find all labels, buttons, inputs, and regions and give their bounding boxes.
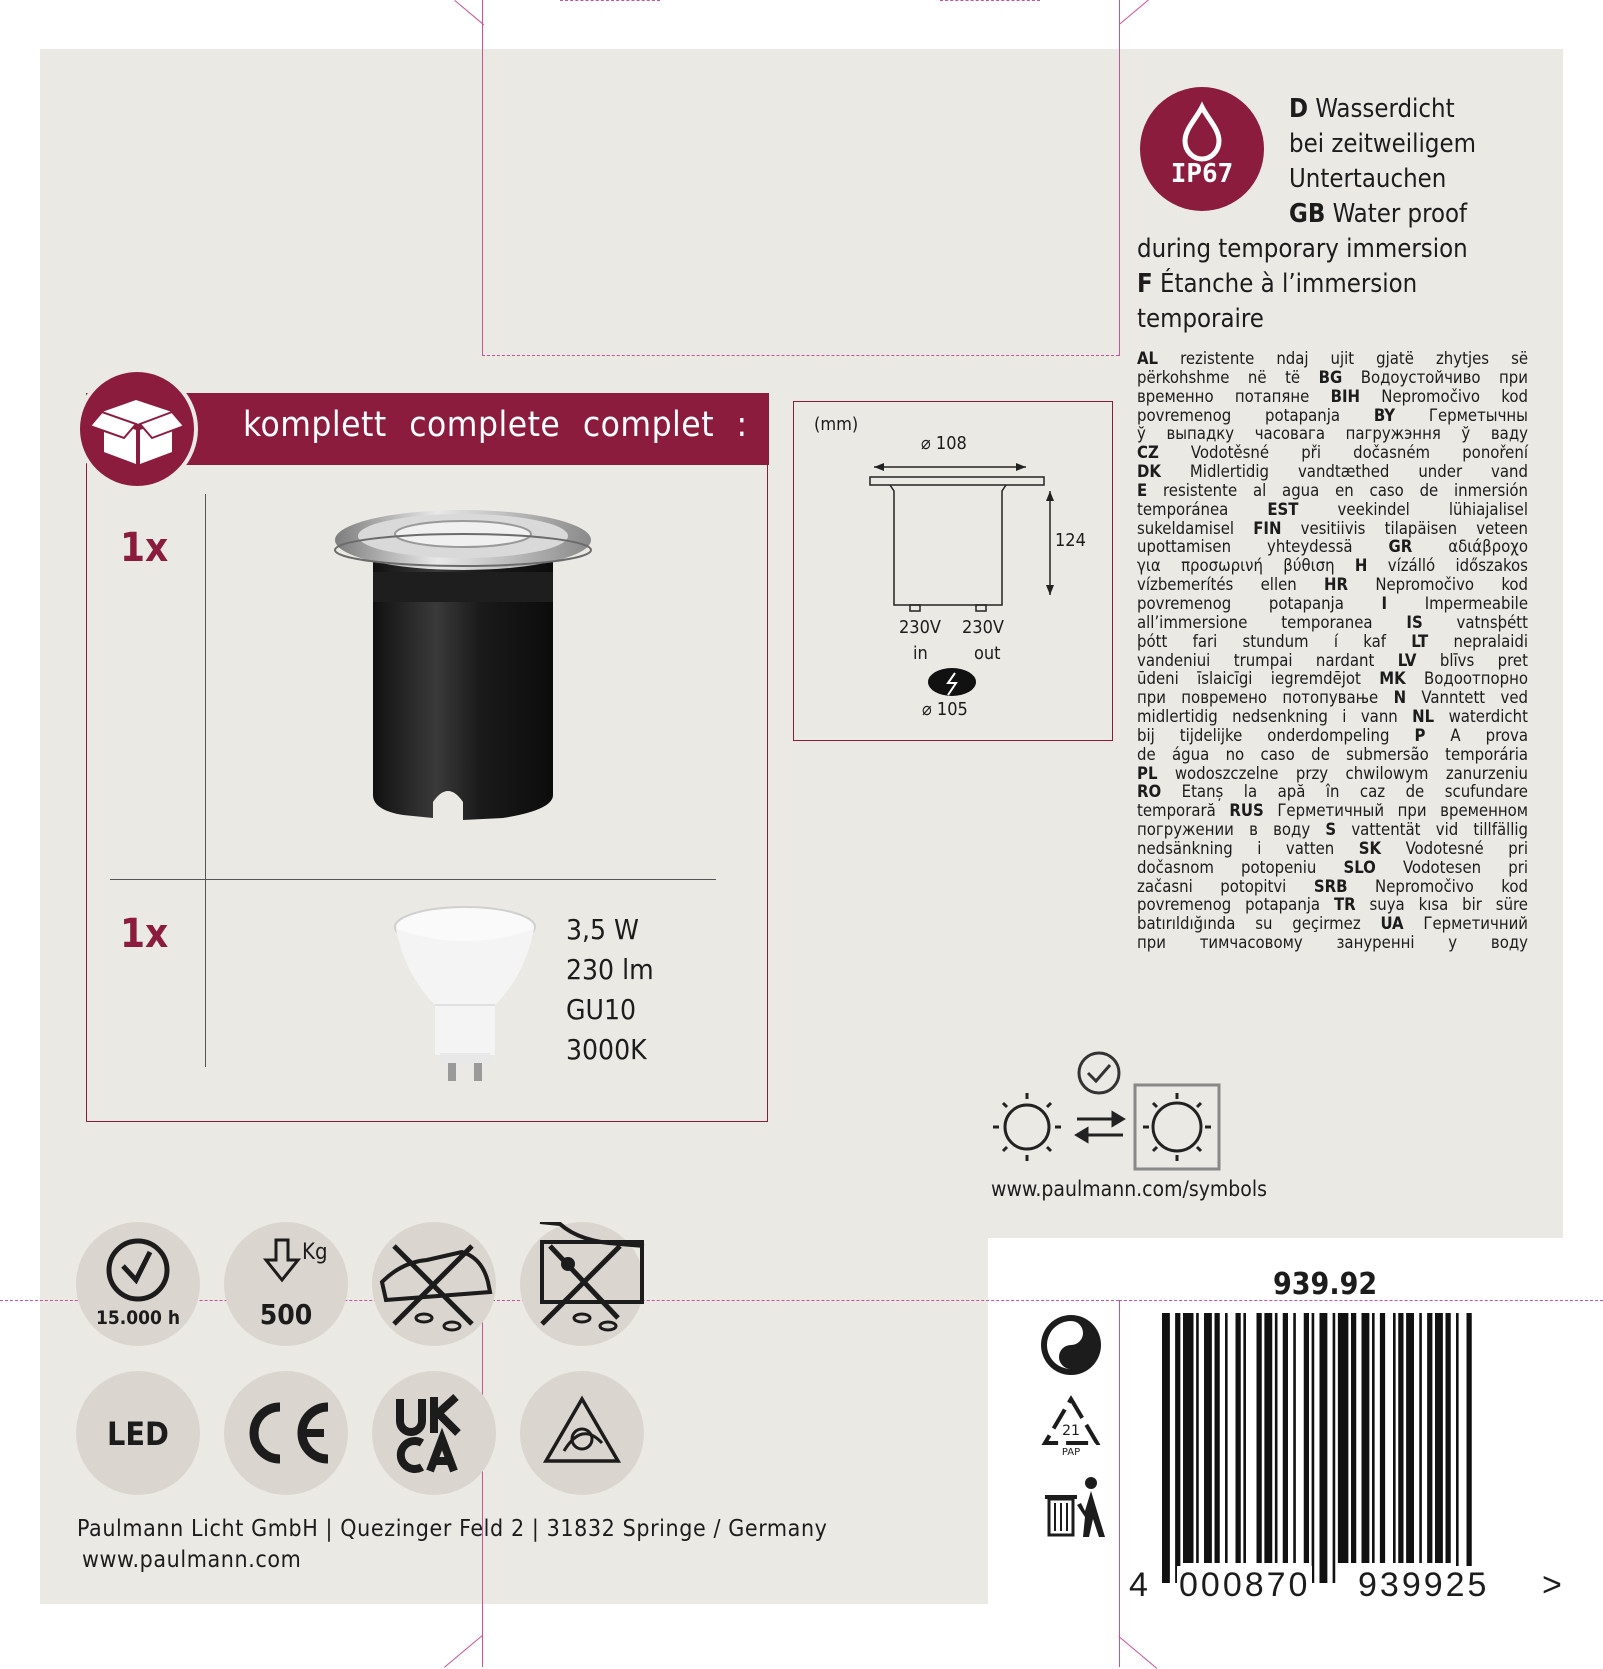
fold-line [560,0,660,1]
ukca-mark-icon [372,1371,496,1495]
barcode-bar [1162,1313,1170,1583]
lifetime-hours: 15.000 h [95,1307,181,1329]
language-line: povremenog potapanja BY Герметычны [1137,405,1528,425]
barcode-bar [1264,1313,1272,1563]
barcode-bar [1175,1313,1180,1583]
language-line: DK Midlertidig vandtæthed under vand [1137,462,1528,482]
waterproof-text: during temporary immersion [1137,234,1468,264]
manufacturer-address: Paulmann Licht GmbH | Quezinger Feld 2 | 31832 Springe / Germany [77,1516,828,1542]
barcode-bar [1406,1313,1414,1563]
out-label: out [974,643,1001,664]
ean-quiet-zone-marker: > [1542,1566,1565,1604]
recycle-material: PAP [1061,1447,1081,1457]
drill-diameter-label [922,699,968,720]
barcode-bar [1275,1313,1278,1563]
language-code: F [1137,269,1153,299]
language-code: GB [1289,199,1326,229]
barcode-bar [1225,1313,1228,1563]
barcode-bar [1456,1313,1459,1583]
ukca-badge [372,1371,496,1495]
multilanguage-text [1137,350,1528,953]
cut-line [1119,0,1149,25]
bin-disposal-icon [1043,1475,1107,1545]
green-dot-icon [1039,1313,1103,1377]
waterproof-text: Étanche à l’immersion [1159,269,1418,299]
no-drive-badge [520,1222,644,1346]
manufacturer-website[interactable]: www.paulmann.com [82,1547,302,1573]
led-badge [76,1371,200,1495]
language-line: RO Etanș la apă în caz de scufundare [1137,782,1528,802]
barcode-bar [1333,1313,1336,1583]
ean-left-digits: 000870 [1179,1566,1311,1604]
language-line: þótt fari stundum í kaf LT nepralaidi [1137,631,1529,651]
gu10-bulb-image [390,905,540,1085]
drill-symbol: ⌀ [922,699,937,720]
day-night-sensor-icon [987,1045,1227,1175]
barcode-bar [1372,1313,1375,1563]
no-walk-badge [372,1222,496,1346]
language-line: погружении в воду S vattentät vid tillfällig [1137,820,1529,840]
recycle-code: 21 [1062,1423,1080,1439]
language-line: de água no caso de submersão temporária [1137,744,1528,764]
barcode-bar [1398,1313,1403,1563]
barcode-bar [1427,1313,1432,1563]
language-line: povremenog potapanja TR suya kısa bir süre [1137,895,1528,915]
barcode-bar [1393,1313,1396,1563]
ean-barcode [1160,1313,1535,1583]
language-line: dočasnom potopeniu SLO Vodotesen pri [1137,857,1529,877]
item-quantity: 1x [120,525,169,571]
cut-line [482,0,483,356]
language-line: sukeldamisel FIN vesitiivis tilapäisen veteen [1137,518,1528,538]
height-label: 124 [1055,530,1086,551]
language-line: temporară RUS Герметичный при временном [1137,801,1529,821]
barcode-bar [1257,1313,1262,1563]
voltage-out-label: 230V [962,617,1004,638]
language-line: bij tijdelijke onderdompeling P A prova [1137,725,1528,745]
language-line: CZ Vodotěsné při dočasném ponoření [1137,443,1528,463]
waterproof-text: Water proof [1332,199,1468,229]
language-line: nedsänkning i vatten SK Vodotesné pri [1137,838,1528,858]
barcode-bar [1304,1313,1309,1563]
waterproof-text: Wasserdicht [1315,94,1455,124]
ce-mark-icon [224,1371,348,1495]
ce-badge [224,1371,348,1495]
ip-rating-label: IP67 [1170,159,1234,189]
unit-label: (mm) [814,414,859,435]
fold-line [940,0,1040,1]
recycle-pap-icon [1039,1393,1103,1457]
ground-spotlight-image [333,510,593,830]
bulb-specs [566,910,654,1070]
bulb-spec-line: 3000K [566,1033,647,1066]
symbols-url[interactable]: www.paulmann.com/symbols [991,1177,1267,1201]
barcode-bar [1320,1313,1328,1583]
language-line: ў выпадку часовага пагружэння ў ваду [1137,424,1528,444]
barcode-bar [1312,1313,1315,1583]
barcode-bar [1283,1313,1288,1563]
in-label: in [913,643,928,664]
no-walking-icon [372,1222,502,1346]
language-line: για προσωρινή βύθιση H vízálló időszakos [1137,556,1528,576]
waterproof-text: Untertauchen [1289,164,1447,194]
cut-line [444,1635,483,1668]
contents-title: komplett complete complet : [243,405,748,445]
barcode-bar [1183,1313,1194,1563]
load-value: 500 [259,1298,313,1331]
barcode-bar [1467,1313,1472,1583]
language-line: začasni potopitvi SRB Nepromočivo kod [1137,876,1528,896]
diameter-label: ⌀ 108 [921,433,967,454]
language-line: временно потапяне BIH Nepromočivo kod [1137,386,1528,406]
divider [110,879,716,880]
barcode-bar [1435,1313,1443,1563]
barcode-bar [1380,1313,1385,1563]
barcode-bar [1351,1313,1356,1563]
bulb-spec-line: GU10 [566,993,637,1026]
language-line: при тимчасовому зануренні у воду [1137,933,1528,953]
language-line: temporánea EST veekindel lühiajalisel [1137,499,1528,519]
warning-triangle-icon [520,1371,644,1495]
fold-line [482,355,1119,356]
barcode-bar [1362,1313,1370,1563]
cut-line [454,0,484,25]
barcode-bar [1338,1313,1349,1563]
bulb-spec-line: 230 lm [566,953,654,986]
box-badge [76,368,198,490]
load-unit: Kg [302,1240,328,1265]
language-line: PL wodoszczelne przy chwilowym zanurzeniu [1137,763,1528,783]
language-line: upottamisen yhteydessä GR αδιάβροχο [1137,537,1529,557]
barcode-bar [1293,1313,1296,1563]
lifetime-badge [76,1222,200,1346]
barcode-bar [1204,1313,1212,1563]
language-line: përkohshme në të BG Водоустойчиво при [1137,367,1528,387]
item-quantity: 1x [120,911,169,957]
dimension-drawing [860,455,1060,735]
bulb-spec-line: 3,5 W [566,913,639,946]
barcode-bar [1196,1313,1199,1563]
article-number: 939.92 [1273,1267,1378,1302]
waterproof-description [1137,92,1537,337]
waterproof-text: temporaire [1137,304,1264,334]
language-line: vízbemerítés ellen HR Nepromočivo kod [1137,575,1528,595]
load-badge [224,1222,348,1346]
voltage-in-label: 230V [899,617,941,638]
furniture-mount-badge [520,1371,644,1495]
language-line: all’immersione temporanea IS vatnsþétt [1137,612,1528,632]
language-line: midlertidig nedsenkning i vann NL waterdicht [1137,707,1528,727]
barcode-bar [1215,1313,1220,1563]
waterproof-text: bei zeitweiligem [1289,129,1476,159]
barcode-bar [1446,1313,1451,1563]
no-driving-icon [520,1222,650,1346]
barcode-bar [1243,1313,1246,1563]
language-line: AL rezistente ndaj ujit gjatë zhytjes së [1137,349,1529,368]
ean-first-digit: 4 [1129,1566,1151,1604]
barcode-bar [1419,1313,1422,1563]
ean-right-digits: 939925 [1358,1566,1490,1604]
language-line: batırıldığında su geçirmez UA Герметичний [1137,914,1528,934]
barcode-bar [1236,1313,1241,1563]
open-box-icon [80,372,194,486]
divider [205,879,206,1067]
language-line: ūdeni īslaicīgi iegremdējot MK Водоотпорно [1137,669,1528,689]
led-label: LED [107,1415,169,1453]
divider [205,494,206,879]
drill-value: 105 [936,699,968,720]
language-line: при повремено потопување N Vanntett ved [1137,688,1528,708]
language-code: D [1289,94,1309,124]
language-line: E resistente al agua en caso de inmersión [1137,480,1529,500]
cut-line [1119,0,1120,356]
language-line: vandeniui trumpai nardant LV blīvs pret [1137,650,1528,670]
language-line: povremenog potapanja I Impermeabile [1137,593,1529,613]
cut-line [1119,1300,1120,1667]
